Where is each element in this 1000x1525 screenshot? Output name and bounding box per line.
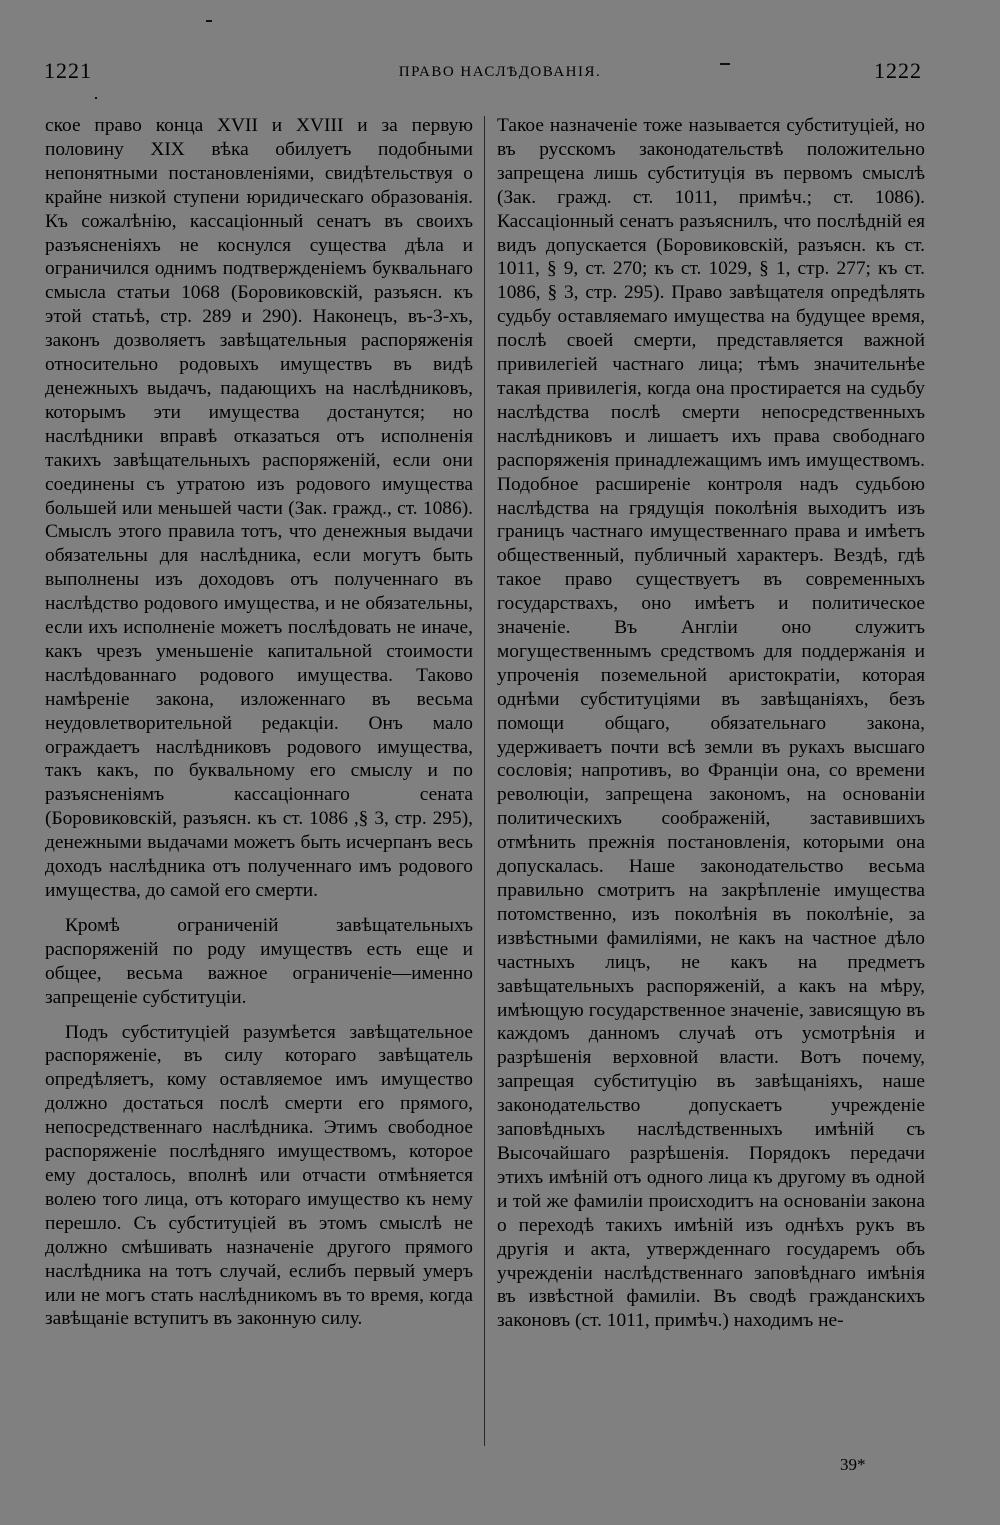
paragraph: Подъ субституціей разумѣется завѣщательное распоряженіе, въ силу котораго завѣщатель опредѣляетъ, кому оставляемое имъ имущество должно достаться послѣ смерти его прямого, непосредственнаго наслѣдника. Этимъ свободное распоряженіе послѣдняго имуществомъ, которое ему досталось, вполнѣ или отчасти отмѣняется волею того лица, отъ котораго имущество къ нему перешло. Съ субституціей въ этомъ смыслѣ не должно смѣшивать назначеніе другого прямого наслѣдника на тотъ случай, еслибъ первый умеръ или не могъ стать наслѣдникомъ въ то время, когда завѣщаніе вступитъ въ законную силу. xyxy=(45,1021,473,1330)
right-page-number: 1222 xyxy=(874,58,922,83)
column-divider xyxy=(484,116,485,1446)
paragraph: Кромѣ ограниченій завѣщательныхъ распоряженій по роду имуществъ есть еще и общее, весьма важное ограниченіе—именно запрещеніе субституціи. xyxy=(45,914,473,1008)
left-page-number: 1221 xyxy=(44,58,92,83)
right-column xyxy=(497,114,925,1333)
print-speck xyxy=(95,97,97,99)
paragraph: ское право конца XVII и XVIII и за первую половину XIX вѣка обилуетъ подобными непонятными постановленіями, свидѣтельствуя о крайне низкой ступени юридическаго образованія. Къ сожалѣнію, кассаціонный сенатъ въ своихъ разъясненіяхъ не коснулся существа дѣла и ограничился однимъ подтвержденіемъ буквальнаго смысла статьи 1068 (Боровиковскій, разъясн. къ этой статьѣ, стр. 289 и 290). Наконецъ, въ-3-хъ, законъ дозволяетъ завѣщательныя распоряженія относительно родовыхъ имуществъ въ видѣ денежныхъ выдачъ, падающихъ на наслѣдниковъ, которымъ эти имущества достанутся; но наслѣдники вправѣ отказаться отъ исполненія такихъ завѣщательныхъ распоряженій, если они соединены съ утратою изъ родового имущества большей или меньшей части (Зак. гражд., ст. 1086). Смыслъ этого правила тотъ, что денежныя выдачи обязательны для наслѣдника, если могутъ быть выполнены изъ доходовъ отъ полученнаго въ наслѣдство родового имущества, и не обязательны, если ихъ исполненіе можетъ послѣдовать не иначе, какъ чрезъ уменьшеніе капитальной стоимости наслѣдованнаго родового имущества. Таково намѣреніе закона, изложеннаго въ весьма неудовлетворительной редакціи. Онъ мало ограждаетъ наслѣдниковъ родового имущества, такъ какъ, по буквальному его смыслу и по разъясненіямъ кассаціоннаго сената (Боровиковскій, разъясн. къ ст. 1086 ,§ 3, стр. 295), денежными выдачами можетъ быть исчерпанъ весь доходъ наслѣдника отъ полученнаго имъ родового имущества, до самой его смерти. xyxy=(45,115,473,901)
print-speck xyxy=(720,63,730,65)
running-title: ПРАВО НАСЛѢДОВАНІЯ. xyxy=(398,64,602,80)
paragraph: Такое назначеніе тоже называется субституціей, но въ русскомъ законодательствѣ положительно запрещена лишь субституція въ первомъ смыслѣ (Зак. гражд. ст. 1011, примѣч.; ст. 1086). Кассаціонный сенатъ разъяснилъ, что послѣдній ея видъ допускается (Боровиковскій, разъясн. къ ст. 1011, § 9, ст. 270; къ ст. 1029, § 1, стр. 277; къ ст. 1086, § 3, стр. 295). Право завѣщателя опредѣлять судьбу оставляемаго имущества на будущее время, послѣ своей смерти, представляется важной привилегіей частнаго лица; тѣмъ значительнѣе такая привилегія, когда она простирается на судьбу наслѣдства послѣ смерти непосредственныхъ наслѣдниковъ и лишаетъ ихъ права свободнаго распоряженія принадлежащимъ имъ имуществомъ. Подобное расширеніе контроля надъ судьбою наслѣдства на грядущія поколѣнія выходитъ изъ границъ частнаго имущественнаго права и имѣетъ общественный, публичный характеръ. Вездѣ, гдѣ такое право существуетъ въ современныхъ государствахъ, оно имѣетъ и политическое значеніе. Въ Англіи оно служитъ могущественнымъ средствомъ для поддержанія и упроченія поземельной аристократіи, которая однѣми субституціями въ завѣщаніяхъ, безъ помощи общаго, обязательнаго закона, удерживаетъ почти всѣ земли въ рукахъ высшаго сословія; напротивъ, во Франціи она, со времени революціи, запрещена закономъ, на основаніи политическихъ соображеній, заставившихъ отмѣнить прежнія постановленія, которыми она допускалась. Наше законодательство весьма правильно смотритъ на закрѣпленіе имущества потомственно, изъ поколѣнія въ поколѣніе, за извѣстными фамиліями, не какъ на частное дѣло частныхъ лицъ, не какъ на предметъ завѣщательныхъ распоряженій, а какъ на мѣру, имѣющую государственное значеніе, зависящую въ каждомъ данномъ случаѣ отъ усмотрѣнія и разрѣшенія верховной власти. Вотъ почему, запрещая субституцію въ завѣщаніяхъ, наше законодательство допускаетъ учрежденіе заповѣдныхъ наслѣдственныхъ имѣній съ Высочайшаго разрѣшенія. Порядокъ передачи этихъ имѣній отъ одного лица къ другому въ одной и той же фамиліи происходитъ на основаніи закона о переходѣ такихъ имѣній изъ однѣхъ рукъ въ другія и акта, утвержденнаго государемъ объ учрежденіи наслѣдственнаго заповѣднаго имѣнія въ извѣстной фамиліи. Въ сводѣ гражданскихъ законовъ (ст. 1011, примѣч.) находимъ не- xyxy=(497,115,925,1332)
left-column xyxy=(45,114,473,1331)
signature-mark: 39* xyxy=(840,1455,866,1474)
print-speck xyxy=(206,20,212,22)
page-header xyxy=(0,58,1000,88)
